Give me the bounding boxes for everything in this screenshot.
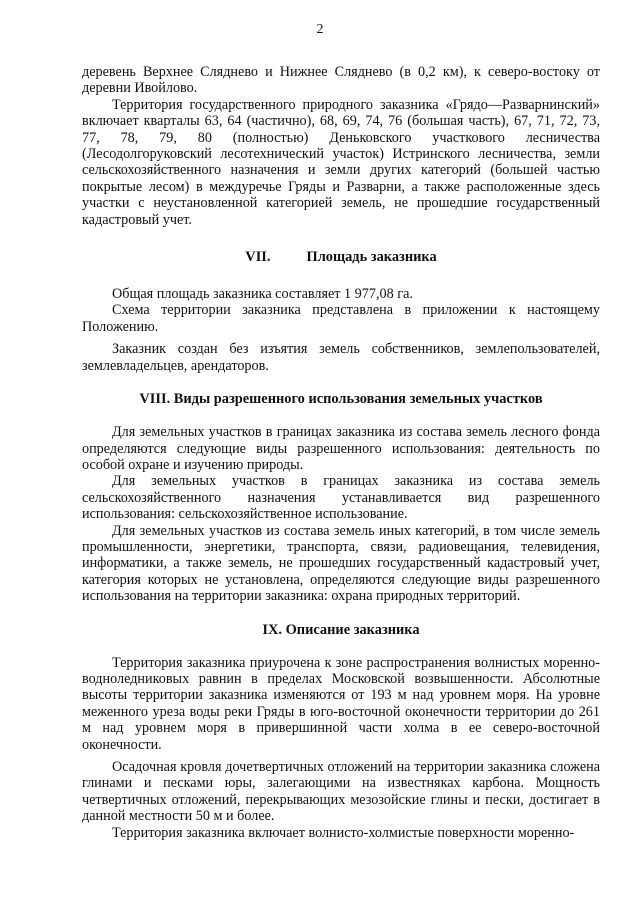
section-8-paragraph-3: Для земельных участков из состава земель иных категорий, в том числе земель промышленности, энергетики, транспорта, связи, радиовещания, телевидения, информатики, а также земель, не прошедших государственный кадастровый учет, категория которых не установлена, определяются следующие виды разрешенного использования на территории заказника: охрана природных территорий. — [82, 522, 600, 605]
section-7-paragraph-2: Схема территории заказника представлена в приложении к настоящему Положению. — [82, 302, 600, 335]
section-7-paragraph-1: Общая площадь заказника составляет 1 977,08 га. — [112, 286, 413, 303]
section-9-paragraph-3: Территория заказника включает волнисто-холмистые поверхности моренно- — [112, 824, 575, 841]
page-number: 2 — [316, 22, 324, 37]
section-9-heading: IX. Описание заказника — [262, 621, 420, 638]
section-8-paragraph-1: Для земельных участков в границах заказника из состава земель лесного фонда определяются следующие виды разрешенного использования: деятельность по особой охране и изучению природы. — [82, 424, 600, 473]
section-9-paragraph-1: Территория заказника приурочена к зоне распространения волнистых моренно-водноледниковых равнин в пределах Московской возвышенности. Абсолютные высоты территории заказника изменяются от 193 м над уровнем моря. На уровне меженного уреза воды реки Гряды в юго-восточной оконечности территории до 261 м над уровнем моря в привершинной части холма в ее северо-восточной оконечности. — [82, 654, 600, 753]
section-7-number: VII. — [245, 249, 271, 266]
document-body — [82, 64, 600, 841]
section-7-title: Площадь заказника — [306, 249, 437, 266]
section-7-paragraph-3: Заказник создан без изъятия земель собственников, землепользователей, землевладельцев, арендаторов. — [82, 341, 600, 374]
intro-paragraph-1: деревень Верхнее Сляднево и Нижнее Сляднево (в 0,2 км), к северо-востоку от деревни Ивойлово. — [82, 64, 600, 97]
intro-paragraph-2: Территория государственного природного заказника «Грядо—Разварнинский» включает кварталы 63, 64 (частично), 68, 69, 74, 76 (большая часть), 67, 71, 72, 73, 77, 78, 79, 80 (полностью) Деньковского участкового лесничества (Лесодолгоруковский лесотехнический участок) Истринского лесничества, земли сельскохозяйственного назначения и земли других категорий (большей частью покрытые лесом) в междуречье Гряды и Разварни, а также расположенные здесь участки с неустановленной категорией земель, не прошедшие государственный кадастровый учет. — [82, 96, 600, 228]
section-8-heading: VIII. Виды разрешенного использования земельных участков — [139, 391, 543, 408]
section-8-paragraph-2: Для земельных участков в границах заказника из состава земель сельскохозяйственного назначения устанавливается вид разрешенного использования: сельскохозяйственное использование. — [82, 473, 600, 523]
section-7-heading — [82, 248, 600, 266]
section-9-paragraph-2: Осадочная кровля дочетвертичных отложений на территории заказника сложена глинами и песками юры, залегающими на известняках карбона. Мощность четвертичных отложений, перекрывающих мезозойские глины и пески, достигает в данной местности 50 м и более. — [82, 759, 600, 825]
